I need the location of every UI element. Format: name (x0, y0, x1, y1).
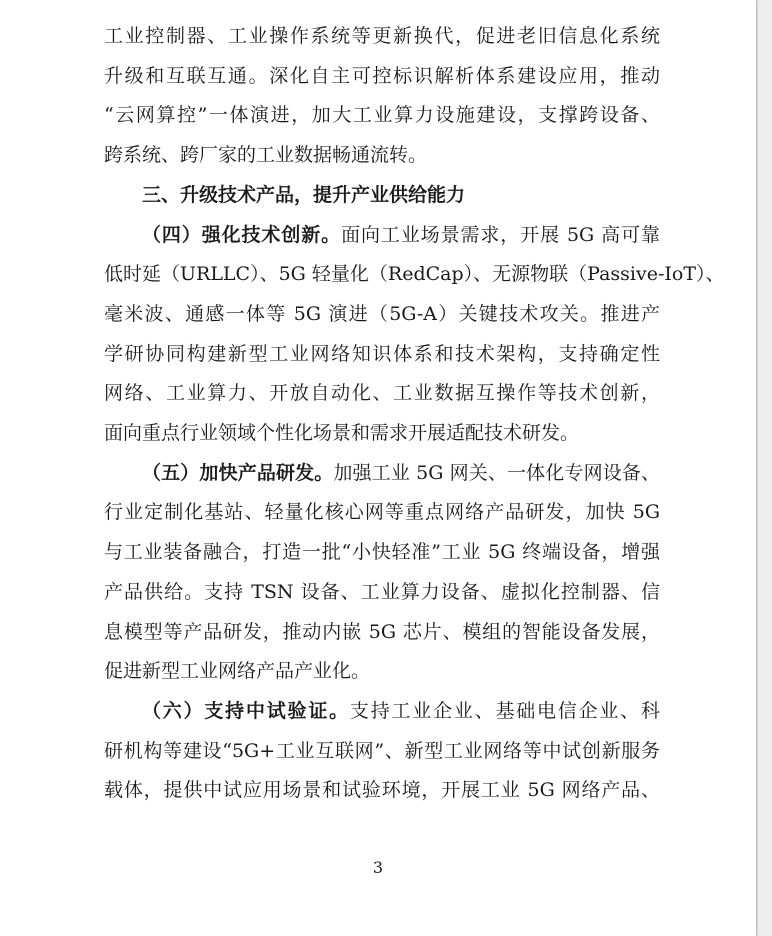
text-line: 行业定制化基站、轻量化核心网等重点网络产品研发，加快 5G (104, 501, 660, 524)
text-line: 低时延（URLLC）、5G 轻量化（RedCap）、无源物联（Passive-IoT）、 (104, 263, 725, 286)
vertical-scrollbar[interactable] (757, 0, 772, 936)
paragraph-text: 面向工业场景需求，开展 5G 高可靠 (341, 223, 660, 246)
body-text (104, 17, 725, 811)
text-line: 面向重点行业领域个性化场景和需求开展适配技术研发。 (104, 422, 580, 445)
text-line: 升级和互联互通。深化自主可控标识解析体系建设应用，推动 (104, 64, 660, 87)
text-line: 毫米波、通感一体等 5G 演进（5G-A）关键技术攻关。推进产 (104, 302, 660, 325)
paragraph-text: 支持工业企业、基础电信企业、科 (349, 699, 660, 722)
paragraph-text: 加强工业 5G 网关、一体化专网设备、 (333, 461, 660, 484)
text-line: 促进新型工业网络产品产业化。 (104, 660, 371, 683)
paragraph-lead: （五）加快产品研发。 (142, 461, 334, 484)
paragraph-lead: （六）支持中试验证。 (142, 699, 350, 722)
text-line: 工业控制器、工业操作系统等更新换代，促进老旧信息化系统 (104, 25, 660, 47)
text-line: 与工业装备融合，打造一批“小快轻准”工业 5G 终端设备，增强 (104, 541, 660, 564)
paragraph-lead: （四）强化技术创新。 (142, 223, 342, 246)
text-line: “云网算控”一体演进，加大工业算力设施建设，支撑跨设备、 (104, 104, 660, 127)
text-line: 研机构等建设“5G+工业互联网”、新型工业网络等中试创新服务 (104, 739, 660, 762)
text-line: 网络、工业算力、开放自动化、工业数据互操作等技术创新， (104, 382, 660, 405)
text-line: 载体，提供中试应用场景和试验环境，开展工业 5G 网络产品、 (104, 779, 660, 802)
page-number: 3 (372, 858, 384, 877)
paragraph-first-line (104, 454, 660, 494)
section-heading: 三、升级技术产品，提升产业供给能力 (142, 183, 466, 206)
text-line: 学研协同构建新型工业网络知识体系和技术架构，支持确定性 (104, 342, 660, 365)
text-line: 跨系统、跨厂家的工业数据畅通流转。 (104, 144, 428, 167)
paragraph-first-line (104, 216, 660, 256)
text-line: 息模型等产品研发，推动内嵌 5G 芯片、模组的智能设备发展， (104, 620, 660, 643)
paragraph-first-line (104, 692, 660, 732)
text-line: 产品供给。支持 TSN 设备、工业算力设备、虚拟化控制器、信 (104, 580, 660, 603)
